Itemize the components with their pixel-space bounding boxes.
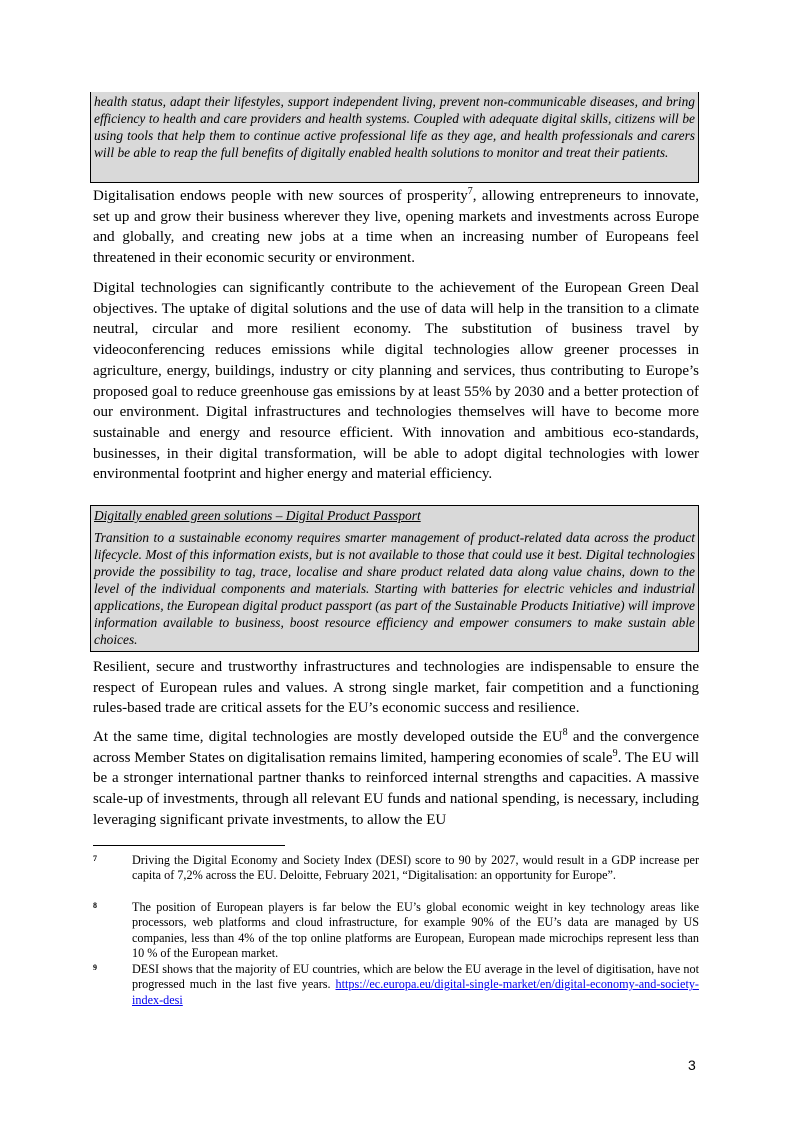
footnote-text: The position of European players is far below the EU’s global economic weight in key technology areas like processors, web platforms and cloud infrastructure, for example 90% of the EU’s data are managed by US companies, less than 4% of the top online platforms are European, European made microchips represent less than 10 % of the European market. — [132, 900, 699, 961]
health-callout-text: health status, adapt their lifestyles, support independent living, prevent non-communicable diseases, and bring efficiency to health and care providers and health systems. Coupled with adequate digital skills, citizens will be using tools that help them to continue active professional life as they age, and health professionals and carers will be able to reap the full benefits of digitally enabled health solutions to monitor and treat their patients. — [94, 94, 695, 160]
prosperity-text-2: , allowing entrepreneurs to innovate, set up and grow their business wherever they live, opening markets and investments across Europe and globally, and creating new jobs at a time when an increasing number of Europeans feel threatened in their economic security or environment. — [93, 188, 699, 267]
footnote-number: 8 — [93, 901, 97, 910]
footnote-ref-9[interactable]: 9 — [612, 747, 618, 759]
green-deal-paragraph: Digital technologies can significantly contribute to the achievement of the European Green Deal objectives. The uptake of digital solutions and the use of data will help in the transition to a climate neutral, circular and more resilient economy. The substitution of business travel by videoconferencing reduces emissions while digital technologies allow greener processes in agriculture, energy, buildings, industry or city planning and services, thus contributing to Europe’s proposed goal to reduce greenhouse gas emissions by at least 55% by 2030 and a better protection of our environment. Digital infrastructures and technologies themselves will have to become more sustainable and energy and resource efficient. With innovation and ambitious eco-standards, businesses, in their digital transformation, will be able to adopt digital technologies with lower environmental footprint and higher energy and material efficiency. — [93, 280, 699, 483]
footnote-separator — [93, 845, 285, 846]
footnote-7 — [93, 853, 699, 884]
product-passport-text: Transition to a sustainable economy requires smarter management of product-related data across the product lifecycle. Most of this information exists, but is not available to those that could use it best. Digital technologies provide the possibility to tag, trace, localise and share product related data along value chains, down to the level of the individual components and materials. Starting with batteries for electric vehicles and industrial applications, the European digital product passport (as part of the Sustainable Products Initiative) will improve information available to business, boost resource efficiency and empower consumers to make sustain able choices. — [94, 530, 695, 647]
investment-text-2: and the convergence across Member States on digitalisation remains limited, hampering economies of scale — [93, 729, 700, 766]
footnote-9 — [93, 962, 699, 1008]
investment-text-3: . The EU will be a stronger international partner thanks to reinforced internal strengths and capacities. A massive scale-up of investments, through all relevant EU funds and national spending, is necessary, including leveraging significant private investments, to allow the EU — [93, 749, 699, 828]
footnote-ref-7[interactable]: 7 — [467, 186, 473, 197]
footnote-text — [132, 962, 699, 1008]
footnote-text: Driving the Digital Economy and Society Index (DESI) score to 90 by 2027, would result in a GDP increase per capita of 7,2% across the EU. Deloitte, February 2021, “Digitalisation: an opportunity for Europe”. — [132, 853, 699, 883]
page-number: 3 — [688, 1057, 696, 1073]
footnote-text-body: DESI shows that the majority of EU countries, which are below the EU average in the level of digitisation, have not progressed much in the last five years. — [132, 962, 699, 992]
desi-link[interactable]: https://ec.europa.eu/digital-single-market/en/digital-economy-and-society-index-desi — [132, 977, 699, 1007]
prosperity-text-1: Digitalisation endows people with new sources of prosperity — [93, 188, 468, 204]
footnote-8 — [93, 900, 699, 962]
prosperity-paragraph — [93, 186, 699, 269]
footnote-ref-8[interactable]: 8 — [562, 727, 568, 738]
investment-text-1: At the same time, digital technologies are mostly developed outside the EU — [93, 729, 563, 745]
footnote-number: 7 — [93, 854, 97, 863]
footnote-number: 9 — [93, 963, 97, 972]
infrastructure-paragraph: Resilient, secure and trustworthy infrastructures and technologies are indispensable to ensure the respect of European rules and values. A strong single market, fair competition and a functioning rules-based trade are critical assets for the EU’s economic success and resilience. — [93, 659, 699, 717]
product-passport-box — [90, 505, 699, 652]
investment-paragraph — [93, 727, 699, 831]
product-passport-title: Digitally enabled green solutions – Digital Product Passport — [94, 508, 421, 523]
health-callout-box — [90, 92, 699, 183]
